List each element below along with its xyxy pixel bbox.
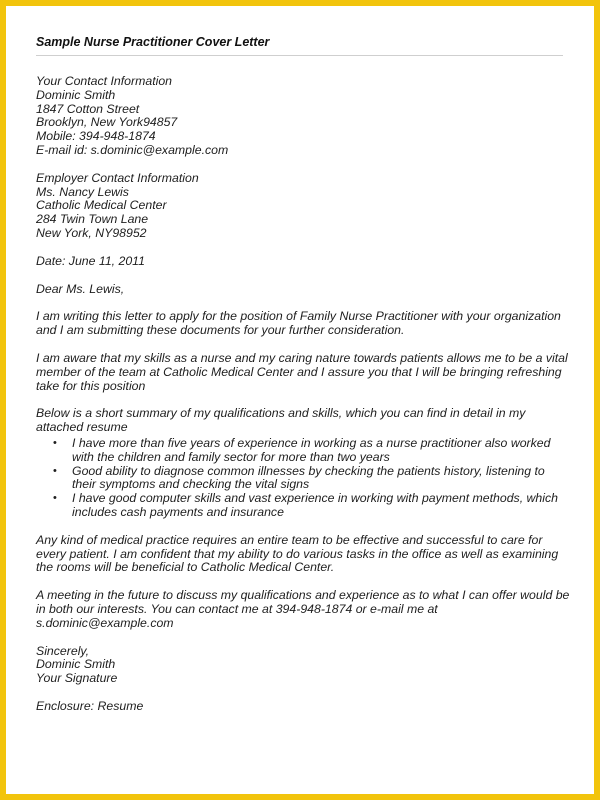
sender-contact-block	[36, 75, 566, 158]
paragraph-line: A meeting in the future to discuss my qualifications and experience as to what I can offer would be	[36, 588, 570, 603]
paragraph-line: and I am submitting these documents for your further consideration.	[36, 323, 405, 338]
closing-sincerely: Sincerely,	[36, 643, 90, 658]
bullet-icon: •	[53, 492, 57, 505]
sender-street: 1847 Cotton Street	[36, 101, 140, 116]
sender-heading: Your Contact Information	[36, 74, 173, 88]
enclosure-note: Enclosure: Resume	[36, 698, 144, 713]
employer-contact-block	[36, 172, 566, 241]
paragraph-line: member of the team at Catholic Medical Center and I assure you that I will be bringing refreshing	[36, 364, 562, 379]
list-item-line: Good ability to diagnose common illnesses by checking the patients history, listening to	[72, 463, 545, 478]
bullet-icon: •	[53, 464, 57, 477]
closing-signature: Your Signature	[36, 671, 118, 686]
paragraph-line: Below is a short summary of my qualifications and skills, which you can find in detail in my	[36, 406, 526, 421]
list-item-line: with the children and family sector for more than two years	[72, 449, 390, 464]
paragraph-meeting	[36, 588, 570, 630]
page-title: Sample Nurse Practitioner Cover Letter	[36, 35, 270, 49]
paragraph-summary	[36, 407, 566, 435]
sender-name: Dominic Smith	[36, 87, 116, 102]
letter-date: Date: June 11, 2011	[36, 253, 145, 268]
letter-content	[36, 34, 570, 714]
paragraph-line: every patient. I am confident that my ability to do various tasks in the office as well as examining	[36, 546, 559, 561]
paragraph-line: attached resume	[36, 420, 128, 435]
paragraph-line: Any kind of medical practice requires an entire team to be effective and successful to care for	[36, 532, 543, 547]
paragraph-teamwork	[36, 534, 566, 575]
employer-organization: Catholic Medical Center	[36, 198, 167, 213]
paragraph-line: in both our interests. You can contact me at 394-948-1874 or e-mail me at	[36, 601, 438, 616]
sender-city: Brooklyn, New York94857	[36, 115, 178, 130]
qualifications-list	[36, 437, 566, 520]
employer-name: Ms. Nancy Lewis	[36, 184, 129, 199]
paragraph-intro	[36, 310, 566, 338]
employer-city: New York, NY98952	[36, 225, 147, 240]
paragraph-skills	[36, 352, 566, 393]
salutation: Dear Ms. Lewis,	[36, 281, 125, 296]
paragraph-line: I am aware that my skills as a nurse and my caring nature towards patients allows me to be a vital	[36, 350, 568, 365]
paragraph-line: s.dominic@example.com	[36, 615, 174, 630]
bullet-icon: •	[53, 436, 57, 449]
sender-mobile: Mobile: 394-948-1874	[36, 129, 156, 144]
sender-email: E-mail id: s.dominic@example.com	[36, 142, 229, 157]
employer-street: 284 Twin Town Lane	[36, 212, 149, 227]
paragraph-line: I am writing this letter to apply for the position of Family Nurse Practitioner with your organization	[36, 309, 561, 324]
list-item-line: their symptoms and checking the vital signs	[72, 477, 310, 492]
list-item	[36, 437, 566, 465]
list-item-line: I have more than five years of experience in working as a nurse practitioner also worked	[72, 435, 551, 450]
list-item-line: includes cash payments and insurance	[72, 504, 284, 519]
list-item	[36, 492, 566, 520]
closing-block	[36, 645, 566, 686]
closing-name: Dominic Smith	[36, 657, 116, 672]
list-item	[36, 465, 566, 493]
list-item-line: I have good computer skills and vast experience in working with payment methods, which	[72, 491, 558, 506]
employer-heading: Employer Contact Information	[36, 170, 199, 185]
paragraph-line: the rooms will be beneficial to Catholic Medical Center.	[36, 560, 335, 575]
paragraph-line: take for this position	[36, 378, 146, 393]
